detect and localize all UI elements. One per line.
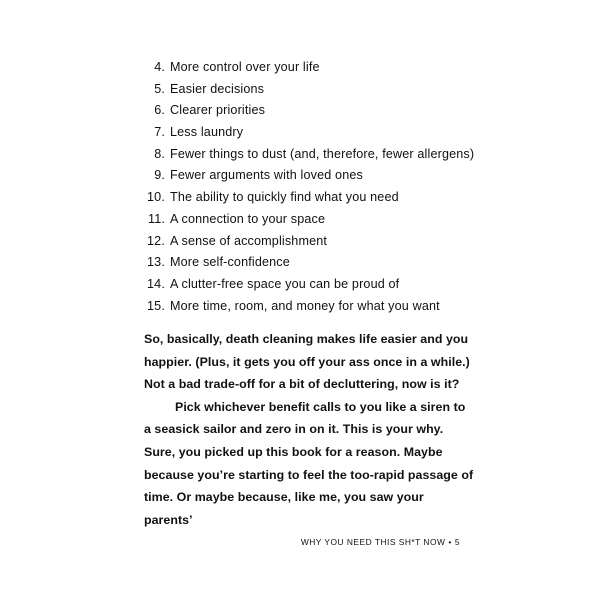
list-item-number: 8. xyxy=(154,146,165,161)
list-item xyxy=(138,103,474,125)
paragraph: Pick whichever benefit calls to you like a siren to a seasick sailor and zero in on it. This is your why. Sure, you picked up this book for a reason. Maybe because you’re starting to feel the too-rapid passage of time. Or maybe because, like me, you saw your parents’ xyxy=(144,399,474,527)
list-item xyxy=(138,190,474,212)
list-item-text: A clutter-free space you can be proud of xyxy=(170,276,400,291)
list-item-text: More self-confidence xyxy=(170,255,290,270)
list-item-text: The ability to quickly find what you need xyxy=(170,190,399,205)
list-item-number: 5. xyxy=(154,81,165,96)
page-number: 5 xyxy=(454,537,460,547)
list-item xyxy=(138,277,474,299)
list-item xyxy=(138,255,474,277)
benefits-list xyxy=(138,60,474,320)
list-item-number: 4. xyxy=(154,60,165,74)
list-item xyxy=(138,125,474,147)
list-item xyxy=(138,212,474,234)
list-item-text: More control over your life xyxy=(170,60,320,74)
list-item-number: 12. xyxy=(147,233,165,248)
list-item xyxy=(138,234,474,256)
body-text xyxy=(144,328,474,531)
list-item xyxy=(138,299,474,321)
list-item-number: 9. xyxy=(154,168,165,183)
list-item xyxy=(138,147,474,169)
list-item-number: 10. xyxy=(147,190,165,205)
paragraph: So, basically, death cleaning makes life easier and you happier. (Plus, it gets you off your ass once in a while.) Not a bad trade-off for a bit of decluttering, now is it? xyxy=(144,332,470,392)
list-item-number: 15. xyxy=(147,298,165,313)
list-item xyxy=(138,168,474,190)
running-footer xyxy=(300,537,460,547)
list-item xyxy=(138,60,474,82)
list-item-text: Fewer things to dust (and, therefore, fewer allergens) xyxy=(170,146,475,161)
list-item-text: Less laundry xyxy=(170,125,244,140)
footer-separator: • xyxy=(448,537,452,547)
list-item-number: 7. xyxy=(154,125,165,140)
list-item-text: A connection to your space xyxy=(170,211,326,226)
list-item-number: 14. xyxy=(147,276,165,291)
running-head: WHY YOU NEED THIS SH*T NOW xyxy=(300,537,446,547)
list-item-number: 13. xyxy=(147,255,165,270)
list-item-text: Easier decisions xyxy=(170,81,265,96)
list-item-number: 6. xyxy=(154,103,165,118)
list-item-text: Fewer arguments with loved ones xyxy=(170,168,363,183)
list-item-number: 11. xyxy=(147,211,165,226)
list-item-text: A sense of accomplishment xyxy=(170,233,328,248)
list-item-text: More time, room, and money for what you want xyxy=(170,298,440,313)
list-item xyxy=(138,82,474,104)
list-item-text: Clearer priorities xyxy=(170,103,266,118)
